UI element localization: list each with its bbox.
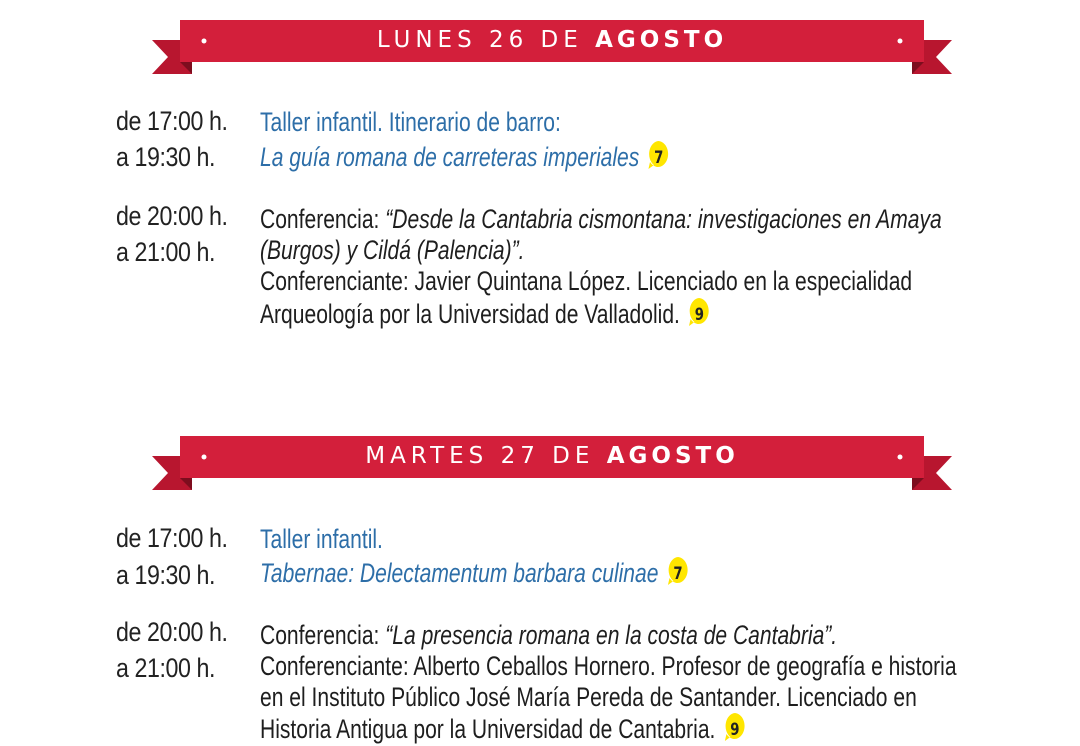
- workshop-subtitle: [260, 140, 670, 173]
- speaker-text-cont: Historia Antigua por la Universidad de Cantabria.: [260, 714, 716, 744]
- day-heading: [152, 443, 952, 469]
- day-heading-prefix: MARTES 27 DE: [365, 443, 595, 469]
- map-pin-icon: [723, 712, 746, 742]
- speaker-line: [260, 265, 912, 297]
- speaker-line-2: [260, 681, 917, 713]
- speaker-line-3: [260, 712, 747, 745]
- day-heading-month: AGOSTO: [606, 443, 739, 469]
- map-pin-icon: [688, 297, 711, 327]
- event-time-start: de 20:00 h.: [116, 201, 228, 231]
- speaker-text: Alberto Ceballos Hornero. Profesor de geografía e historia: [413, 651, 957, 681]
- speaker-label: Conferenciante:: [260, 266, 409, 296]
- day-heading-prefix: LUNES 26 DE: [376, 27, 583, 53]
- workshop-subtitle-text: Tabernae: Delectamentum barbara culinae: [260, 558, 659, 588]
- conference-title-line: [260, 619, 837, 651]
- day-banner-1: [152, 18, 952, 78]
- event-time-end: a 21:00 h.: [116, 237, 215, 267]
- event-time-start: de 17:00 h.: [116, 106, 228, 136]
- venue-number: 7: [654, 148, 664, 168]
- speaker-text-cont: en el Instituto Público José María Pereda de Santander. Licenciado en: [260, 682, 917, 712]
- conference-title: “Desde la Cantabria cismontana: investigaciones en Amaya: [385, 204, 942, 234]
- map-pin-icon: [666, 556, 689, 586]
- venue-number: 7: [673, 564, 683, 584]
- conference-title: “La presencia romana en la costa de Cantabria”.: [385, 620, 838, 650]
- conference-label: Conferencia:: [260, 620, 380, 650]
- speaker-label: Conferenciante:: [260, 651, 409, 681]
- speaker-line-2: [260, 297, 711, 330]
- map-pin-icon: [647, 140, 670, 170]
- conference-title-cont: (Burgos) y Cildá (Palencia)”.: [260, 235, 525, 265]
- workshop-subtitle: [260, 556, 690, 589]
- event-time-end: a 19:30 h.: [116, 560, 215, 590]
- speaker-text-cont: Arqueología por la Universidad de Valladolid.: [260, 299, 680, 329]
- workshop-title: Taller infantil. Itinerario de barro:: [260, 107, 561, 137]
- speaker-text: Javier Quintana López. Licenciado en la especialidad: [414, 266, 913, 296]
- day-heading-month: AGOSTO: [595, 27, 728, 53]
- event-time-start: de 17:00 h.: [116, 523, 228, 553]
- conference-label: Conferencia:: [260, 204, 380, 234]
- workshop-subtitle-text: La guía romana de carreteras imperiales: [260, 142, 640, 172]
- event-time-end: a 21:00 h.: [116, 653, 215, 683]
- conference-title-line-2: [260, 234, 525, 266]
- venue-number: 9: [694, 305, 705, 325]
- event-time-end: a 19:30 h.: [116, 142, 215, 172]
- speaker-line: [260, 650, 957, 682]
- venue-number: 9: [730, 720, 740, 740]
- day-heading: [152, 27, 952, 53]
- day-banner-2: [152, 434, 952, 494]
- conference-title-line: [260, 203, 942, 235]
- event-time-start: de 20:00 h.: [116, 617, 228, 647]
- workshop-title: Taller infantil.: [260, 524, 383, 554]
